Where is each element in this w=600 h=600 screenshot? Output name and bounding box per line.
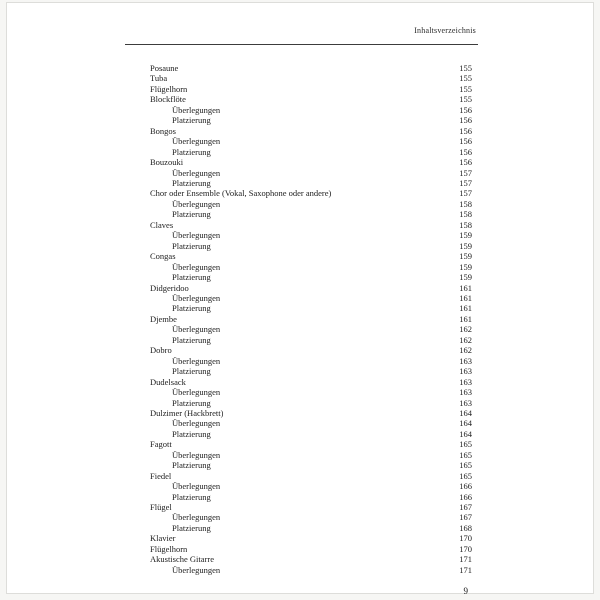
toc-entry-page: 170 [459,533,472,544]
toc-entry [150,324,472,334]
toc-entry-page: 159 [459,230,472,241]
toc-entry-label: Fiedel [150,470,172,481]
toc-entry [150,471,472,481]
toc-entry-label: Platzierung [172,240,211,251]
toc-entry-label: Congas [150,251,176,262]
toc-entry-page: 171 [459,554,472,565]
toc-entry-page: 159 [459,272,472,283]
toc-entry-label: Platzierung [172,428,211,439]
toc-entry [150,63,472,73]
toc-entry-label: Überlegungen [172,418,221,429]
toc-entry-label: Akustische Gitarre [150,554,214,565]
toc-entry-page: 164 [459,428,472,439]
toc-entry-label: Überlegungen [172,564,221,575]
toc-entry-label: Überlegungen [172,387,221,398]
toc-entry-label: Claves [150,219,174,230]
toc-entry-label: Flügelhorn [150,543,188,554]
toc-entry-label: Platzierung [172,177,211,188]
toc-entry-page: 163 [459,366,472,377]
toc-entry-page: 161 [459,303,472,314]
toc-entry [150,481,472,491]
toc-entry-page: 158 [459,219,472,230]
toc-entry-label: Platzierung [172,491,211,502]
toc-entry-page: 163 [459,376,472,387]
toc-entry-page: 171 [459,564,472,575]
toc-entry-label: Platzierung [172,272,211,283]
toc-entry-page: 165 [459,439,472,450]
toc-entry-label: Dulzimer (Hackbrett) [150,407,224,418]
toc-entry-label: Überlegungen [172,198,221,209]
toc-entry-label: Platzierung [172,522,211,533]
toc-entry [150,502,472,512]
toc-entry-page: 164 [459,407,472,418]
toc-entry-page: 156 [459,125,472,136]
toc-entry-label: Didgeridoo [150,282,189,293]
toc-entry [150,366,472,376]
toc-entry-page: 165 [459,470,472,481]
toc-entry-label: Posaune [150,63,179,73]
toc-entry [150,94,472,104]
toc-entry-label: Platzierung [172,397,211,408]
toc-entry-page: 157 [459,167,472,178]
toc-entry-label: Überlegungen [172,512,221,523]
toc-entry [150,272,472,282]
toc-entry [150,533,472,543]
toc-entry-page: 159 [459,261,472,272]
toc-entry [150,345,472,355]
toc-entry [150,136,472,146]
toc-entry [150,220,472,230]
toc-entry [150,554,472,564]
toc-entry-page: 156 [459,157,472,168]
toc-entry-page: 155 [459,83,472,94]
toc-entry [150,429,472,439]
toc-entry [150,84,472,94]
toc-entry-page: 161 [459,292,472,303]
toc-entry-label: Bouzouki [150,157,184,168]
toc-entry-label: Überlegungen [172,261,221,272]
toc-list [150,63,472,575]
toc-entry [150,418,472,428]
toc-entry-page: 156 [459,146,472,157]
toc-entry-page: 155 [459,94,472,105]
page-number: 9 [463,586,468,596]
toc-entry-page: 168 [459,522,472,533]
toc-entry [150,241,472,251]
toc-entry [150,460,472,470]
toc-entry-label: Blockflöte [150,94,186,105]
toc-entry [150,387,472,397]
toc-entry-page: 162 [459,334,472,345]
toc-entry-page: 159 [459,251,472,262]
toc-entry-page: 156 [459,104,472,115]
toc-entry [150,199,472,209]
toc-entry [150,283,472,293]
toc-entry-label: Platzierung [172,115,211,126]
toc-entry-label: Platzierung [172,334,211,345]
toc-entry [150,377,472,387]
toc-entry-page: 170 [459,543,472,554]
toc-entry [150,126,472,136]
toc-entry-label: Fagott [150,439,172,450]
toc-entry-label: Djembe [150,313,177,324]
running-header: Inhaltsverzeichnis [414,26,476,35]
toc-entry-page: 165 [459,449,472,460]
toc-entry-label: Überlegungen [172,136,221,147]
toc-entry [150,314,472,324]
toc-entry-page: 156 [459,115,472,126]
toc-entry-label: Platzierung [172,460,211,471]
toc-entry-label: Platzierung [172,303,211,314]
toc-entry-label: Bongos [150,125,176,136]
toc-entry-label: Klavier [150,533,176,544]
toc-entry-page: 167 [459,512,472,523]
toc-entry-page: 157 [459,188,472,199]
toc-entry [150,73,472,83]
toc-entry-page: 162 [459,345,472,356]
toc-entry-page: 163 [459,387,472,398]
toc-entry [150,335,472,345]
toc-entry-page: 161 [459,282,472,293]
toc-entry [150,251,472,261]
toc-entry-page: 156 [459,136,472,147]
toc-entry-page: 162 [459,324,472,335]
toc-entry-label: Tuba [150,73,168,84]
toc-entry-label: Überlegungen [172,324,221,335]
toc-entry [150,492,472,502]
toc-entry [150,105,472,115]
toc-entry [150,565,472,575]
toc-entry [150,147,472,157]
toc-entry-label: Überlegungen [172,167,221,178]
toc-entry-label: Chor oder Ensemble (Vokal, Saxophone oder andere) [150,188,332,199]
toc-entry-label: Überlegungen [172,481,221,492]
toc-entry-label: Überlegungen [172,355,221,366]
toc-entry [150,408,472,418]
toc-entry-label: Platzierung [172,146,211,157]
toc-entry-page: 164 [459,418,472,429]
toc-entry-page: 161 [459,313,472,324]
toc-entry-page: 158 [459,198,472,209]
toc-entry-label: Dudelsack [150,376,186,387]
toc-entry-label: Platzierung [172,366,211,377]
toc-entry-page: 159 [459,240,472,251]
toc-entry [150,209,472,219]
toc-entry [150,157,472,167]
toc-entry [150,178,472,188]
toc-entry [150,356,472,366]
toc-entry-label: Überlegungen [172,230,221,241]
header-rule [125,44,478,45]
toc-entry-label: Flügel [150,502,172,513]
toc-entry [150,512,472,522]
toc-entry [150,168,472,178]
toc-entry [150,544,472,554]
toc-entry-label: Überlegungen [172,292,221,303]
toc-entry-page: 163 [459,397,472,408]
toc-entry-page: 165 [459,460,472,471]
toc-entry [150,523,472,533]
toc-entry [150,188,472,198]
toc-entry-page: 155 [459,63,472,73]
toc-entry-page: 167 [459,502,472,513]
toc-entry-label: Überlegungen [172,449,221,460]
toc-entry-label: Platzierung [172,209,211,220]
toc-entry [150,398,472,408]
toc-entry-label: Dobro [150,345,172,356]
toc-entry-label: Überlegungen [172,104,221,115]
toc-entry-page: 166 [459,481,472,492]
toc-entry-page: 155 [459,73,472,84]
toc-entry [150,293,472,303]
toc-entry-page: 157 [459,177,472,188]
toc-entry [150,303,472,313]
toc-entry [150,262,472,272]
toc-entry-page: 166 [459,491,472,502]
toc-entry-page: 163 [459,355,472,366]
toc-entry-label: Flügelhorn [150,83,188,94]
toc-entry [150,230,472,240]
toc-entry [150,450,472,460]
toc-entry [150,115,472,125]
toc-entry-page: 158 [459,209,472,220]
toc-entry [150,439,472,449]
